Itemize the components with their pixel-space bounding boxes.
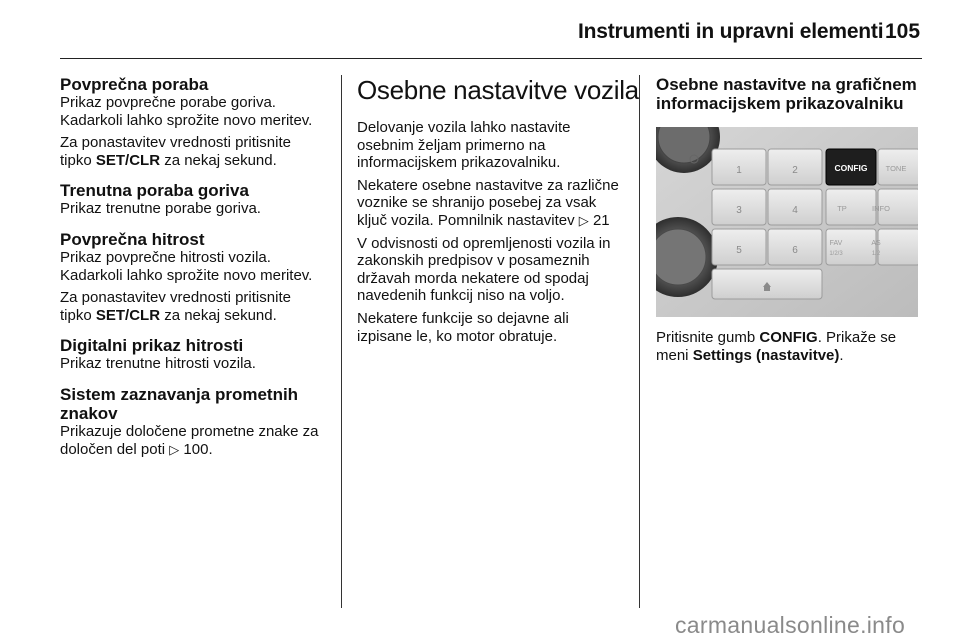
section-title: Sistem zaznavanja prometnih znakov <box>60 384 299 423</box>
reference-arrow-icon: ▷ <box>578 212 589 228</box>
paragraph: Prikaz trenutne hitrosti vozila. <box>60 355 256 373</box>
section-title: Digitalni prikaz hitrosti <box>60 336 244 356</box>
paragraph: Nekatere osebne nastavitve za različne voznike se shranijo posebej za vsak ključ vozila. Pomnilnik nastavitev ▷ 21 <box>357 176 619 229</box>
info-label: INFO <box>872 204 890 213</box>
paragraph: Prikaz trenutne porabe goriva. <box>60 200 261 218</box>
function-buttons <box>826 149 918 265</box>
chapter-title: Osebne nastavitve vozila <box>357 75 639 105</box>
paragraph: Prikaz povprečne hitrosti vozila. Kadarkoli lahko sprožite novo meritev. <box>60 248 313 284</box>
key-label: CONFIG <box>759 329 818 346</box>
header-divider <box>60 58 922 59</box>
section-title: Trenutna poraba goriva <box>60 181 249 201</box>
preset-label: 6 <box>792 245 798 256</box>
column-divider <box>341 75 342 608</box>
paragraph: Za ponastavitev vrednosti pritisnite tipko SET/CLR za nekaj sekund. <box>60 134 291 169</box>
as-sub-label: 1/2 <box>871 251 881 257</box>
column-middle <box>357 75 639 345</box>
paragraph: Pritisnite gumb CONFIG. Prikaže se meni Settings (nastavitve). <box>656 329 897 364</box>
paragraph: Prikaz povprečne porabe goriva. Kadarkoli lahko sprožite novo meritev. <box>60 94 313 129</box>
page-reference: 100. <box>183 440 213 458</box>
page-number: 105 <box>885 20 921 43</box>
paragraph: V odvisnosti od opremljenosti vozila in zakonskih predpisov v posameznih državah morda nekatere od spodaj navedenih funkcij niso na voljo. <box>357 234 611 305</box>
section-title: Povprečna poraba <box>60 75 209 94</box>
paragraph: Prikazuje določene prometne znake za določen del poti ▷ 100. <box>60 422 319 458</box>
tp-label: TP <box>837 204 847 213</box>
fav-label: FAV <box>829 240 843 247</box>
paragraph: Nekatere funkcije so dejavne ali izpisane le, ko motor obratuje. <box>357 309 569 345</box>
paragraph: Delovanje vozila lahko nastavite osebnim željam primerno na informacijskem prikazovalniku. <box>357 119 571 172</box>
column-right <box>656 75 918 364</box>
config-label: CONFIG <box>834 163 868 173</box>
preset-label: 5 <box>736 245 742 256</box>
section-title: Povprečna hitrost <box>60 229 205 249</box>
preset-label: 2 <box>792 165 798 176</box>
preset-label: 4 <box>792 205 798 216</box>
column-divider <box>639 75 640 608</box>
preset-label: 3 <box>736 205 742 216</box>
reference-arrow-icon: ▷ <box>169 441 180 457</box>
page-header <box>0 0 960 60</box>
preset-label: 1 <box>736 165 742 176</box>
key-label: SET/CLR <box>95 151 161 169</box>
menu-label: Settings (nastavitve) <box>692 346 840 364</box>
tone-label: TONE <box>885 164 907 173</box>
control-panel-photo <box>656 127 918 317</box>
header-title: Instrumenti in upravni elementi <box>578 20 884 43</box>
paragraph: Za ponastavitev vrednosti pritisnite tipko SET/CLR za nekaj sekund. <box>60 289 291 324</box>
page-reference: 21 <box>592 211 610 229</box>
section-title: Osebne nastavitve na grafičnem informacijskem prikazovalniku <box>656 75 917 113</box>
watermark: carmanualsonline.info <box>675 612 906 638</box>
key-label: SET/CLR <box>95 306 161 324</box>
column-left <box>60 75 322 458</box>
fav-sub-label: 1/2/3 <box>829 251 843 257</box>
as-label: AS <box>871 240 881 247</box>
